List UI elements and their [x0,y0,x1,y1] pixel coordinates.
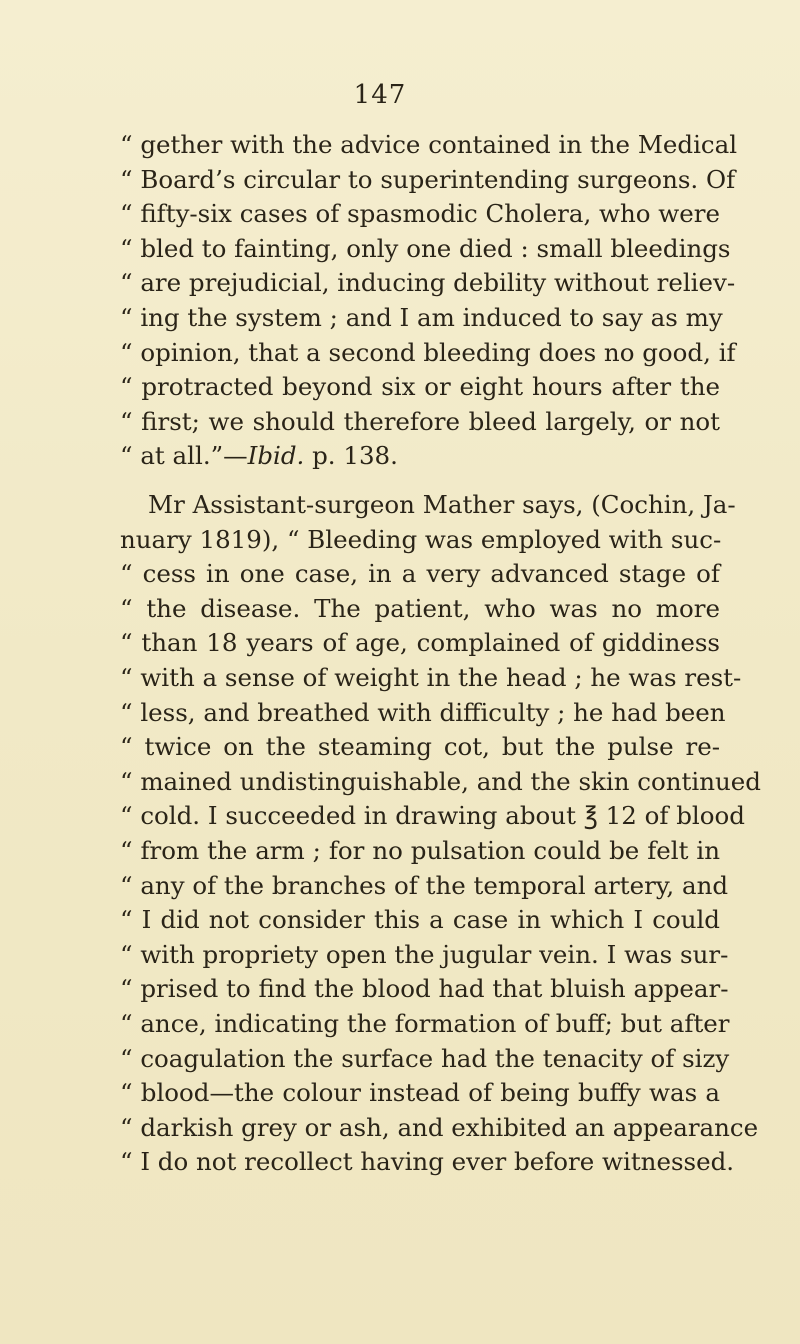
citation-quote-end: “ at all.”— [120,441,248,471]
text-line: “ I did not consider this a case in which I could [120,905,720,935]
citation-line [120,439,720,474]
text-line: “ the disease. The patient, who was no more [120,593,720,623]
text-line: “ protracted beyond six or eight hours after the [120,372,720,402]
text-line: “ I do not recollect having ever before witnessed. [120,1147,735,1177]
text-line: “ than 18 years of age, complained of giddiness [120,628,720,658]
text-line: “ coagulation the surface had the tenacity of sizy [120,1043,730,1073]
text-line: “ less, and breathed with difficulty ; he had been [120,697,726,727]
text-line: “ mained undistinguishable, and the skin continued [120,766,761,796]
text-line: nuary 1819), “ Bleeding was employed with suc- [120,524,722,554]
paragraph-mather [120,488,761,1180]
text-line: “ cess in one case, in a very advanced stage of [120,559,720,589]
text-line: “ with propriety open the jugular vein. I was sur- [120,939,729,969]
text-line: “ gether with the advice contained in the Medical [120,130,738,159]
text-line: “ cold. I succeeded in drawing about ℥ 12 of blood [120,801,745,831]
text-line: “ any of the branches of the temporal artery, and [120,870,729,900]
text-line: Mr Assistant-surgeon Mather says, (Cochin, Ja- [148,490,736,519]
text-line: “ fifty-six cases of spasmodic Cholera, who were [120,199,720,229]
text-line: “ opinion, that a second bleeding does no good, if [120,337,736,367]
text-line: “ ing the system ; and I am induced to say as my [120,302,723,332]
text-line: “ blood—the colour instead of being buffy was a [120,1078,720,1108]
text-line: “ prised to find the blood had that bluish appear- [120,974,729,1004]
text-line: “ twice on the steaming cot, but the pulse re- [120,732,720,762]
text-line: “ Board’s circular to superintending surgeons. Of [120,164,736,194]
text-line: “ bled to fainting, only one died : small bleedings [120,233,731,263]
text-line: “ with a sense of weight in the head ; he was rest- [120,662,742,692]
text-line: “ from the arm ; for no pulsation could be felt in [120,835,720,865]
citation-page: p. 138. [304,441,398,471]
citation-ibid: Ibid. [247,441,305,471]
paragraph-quotation [120,128,738,474]
text-line: “ first; we should therefore bleed largely, or not [120,406,720,436]
text-line: “ ance, indicating the formation of buff; but after [120,1008,730,1038]
page-number: 147 [353,80,407,110]
text-line: “ darkish grey or ash, and exhibited an appearance [120,1112,759,1142]
text-line: “ are prejudicial, inducing debility without reliev- [120,268,736,298]
